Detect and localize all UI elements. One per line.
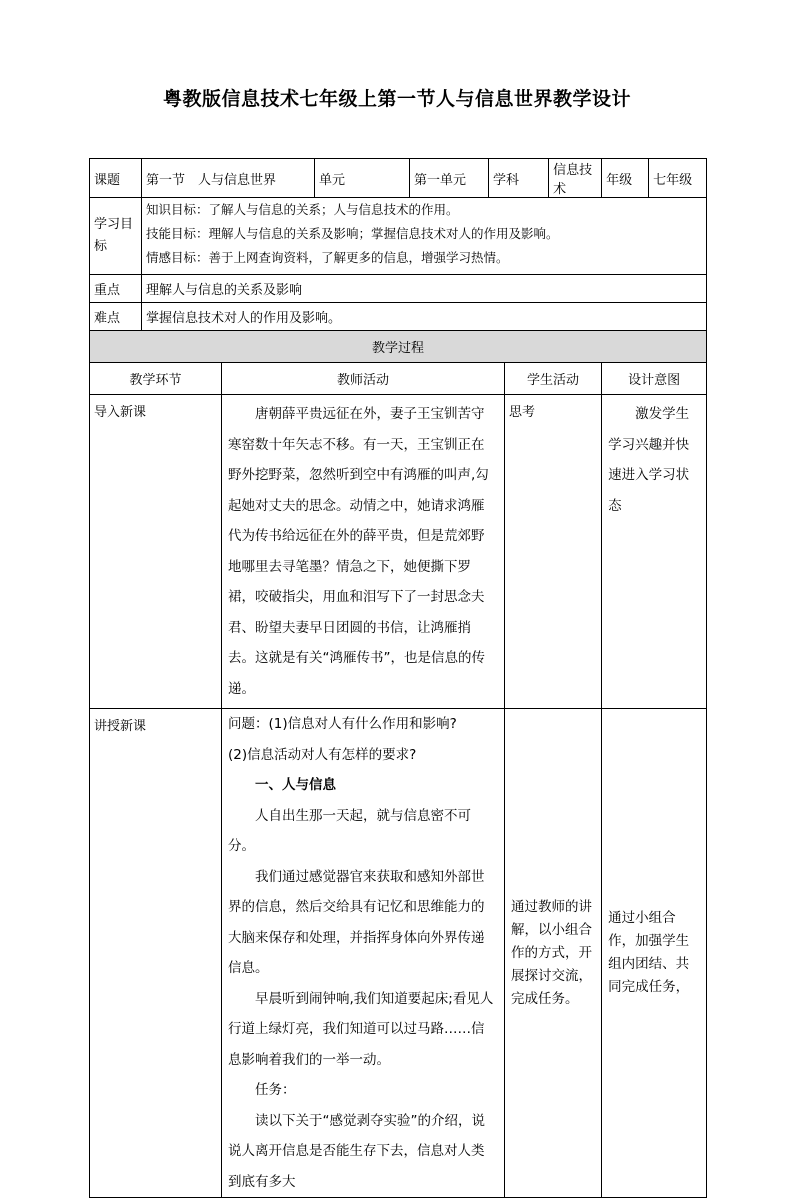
paragraph-3: 早晨听到闹钟响,我们知道要起床;看见人行道上绿灯亮，我们知道可以过马路……信息影响着我们的一举一动。 (228, 990, 494, 1068)
grade-label: 年级 (602, 159, 649, 198)
emotion-goal: 情感目标：善于上网查询资料，了解更多的信息，增强学习热情。 (146, 250, 509, 265)
knowledge-goal: 知识目标：了解人与信息的关系；人与信息技术的作用。 (146, 202, 459, 217)
difficulty-row (90, 303, 707, 331)
stage-intro: 导入新课 (90, 395, 222, 709)
key-point-row (90, 275, 707, 303)
course-label: 课题 (90, 159, 142, 198)
new-lesson-row (90, 709, 707, 1198)
col-header-stage: 教学环节 (90, 363, 222, 395)
process-header: 教学过程 (90, 331, 707, 363)
intro-story: 唐朝薛平贵远征在外，妻子王宝钏苦守寒窑数十年矢志不移。有一天，王宝钏正在野外挖野菜，忽然听到空中有鸿雁的叫声,勾起她对丈夫的思念。动情之中，她请求鸿雁代为传书给远征在外的薛平贵，但是荒郊野地哪里去寻笔墨？情急之下，她便撕下罗裙，咬破指尖，用血和泪写下了一封思念夫君、盼望夫妻早日团圆的书信，让鸿雁捎去。这就是有关“鸿雁传书”，也是信息的传递。 (228, 406, 489, 697)
subject-value: 信息技术 (549, 159, 602, 198)
intro-row (90, 395, 707, 709)
section-heading: 一、人与信息 (255, 777, 336, 793)
teacher-activity-new-lesson (222, 709, 505, 1198)
teacher-activity-intro (222, 395, 505, 709)
lesson-plan-table (89, 158, 707, 1198)
goals-label: 学习目标 (90, 198, 142, 275)
column-header-row (90, 363, 707, 395)
col-header-teacher: 教师活动 (222, 363, 505, 395)
task-text: 读以下关于“感觉剥夺实验”的介绍，说说人离开信息是否能生存下去，信息对人类到底有多大 (228, 1112, 485, 1190)
document-title: 粤教版信息技术七年级上第一节人与信息世界教学设计 (162, 88, 631, 110)
design-intent-new-lesson: 通过小组合作，加强学生组内团结、共同完成任务， (602, 709, 707, 1198)
unit-value: 第一单元 (410, 159, 489, 198)
subject-label: 学科 (489, 159, 549, 198)
question-2: (2)信息活动对人有怎样的要求? (228, 746, 417, 763)
stage-new-lesson: 讲授新课 (90, 709, 222, 1198)
key-point-label: 重点 (90, 275, 142, 303)
design-intent-intro: 激发学生学习兴趣并快速进入学习状态 (602, 395, 707, 709)
course-value: 第一节 人与信息世界 (142, 159, 315, 198)
skill-goal: 技能目标：理解人与信息的关系及影响；掌握信息技术对人的作用及影响。 (146, 226, 559, 241)
student-activity-new-lesson: 通过教师的讲解，以小组合作的方式，开展探讨交流，完成任务。 (505, 709, 602, 1198)
learning-goals-row (90, 198, 707, 275)
goals-content (142, 198, 707, 275)
difficulty-label: 难点 (90, 303, 142, 331)
paragraph-1: 人自出生那一天起，就与信息密不可分。 (228, 807, 471, 854)
col-header-student: 学生活动 (505, 363, 602, 395)
paragraph-2: 我们通过感觉器官来获取和感知外部世界的信息，然后交给具有记忆和思维能力的大脑来保存和处理，并指挥身体向外界传递信息。 (228, 868, 485, 976)
key-point-value: 理解人与信息的关系及影响 (142, 275, 707, 303)
student-activity-intro: 思考 (505, 395, 602, 709)
task-label: 任务： (255, 1082, 296, 1098)
difficulty-value: 掌握信息技术对人的作用及影响。 (142, 303, 707, 331)
col-header-intent: 设计意图 (602, 363, 707, 395)
unit-label: 单元 (315, 159, 410, 198)
grade-value: 七年级 (649, 159, 707, 198)
course-info-row (90, 159, 707, 198)
process-header-row (90, 331, 707, 363)
question-1: 问题：(1)信息对人有什么作用和影响? (228, 716, 457, 732)
